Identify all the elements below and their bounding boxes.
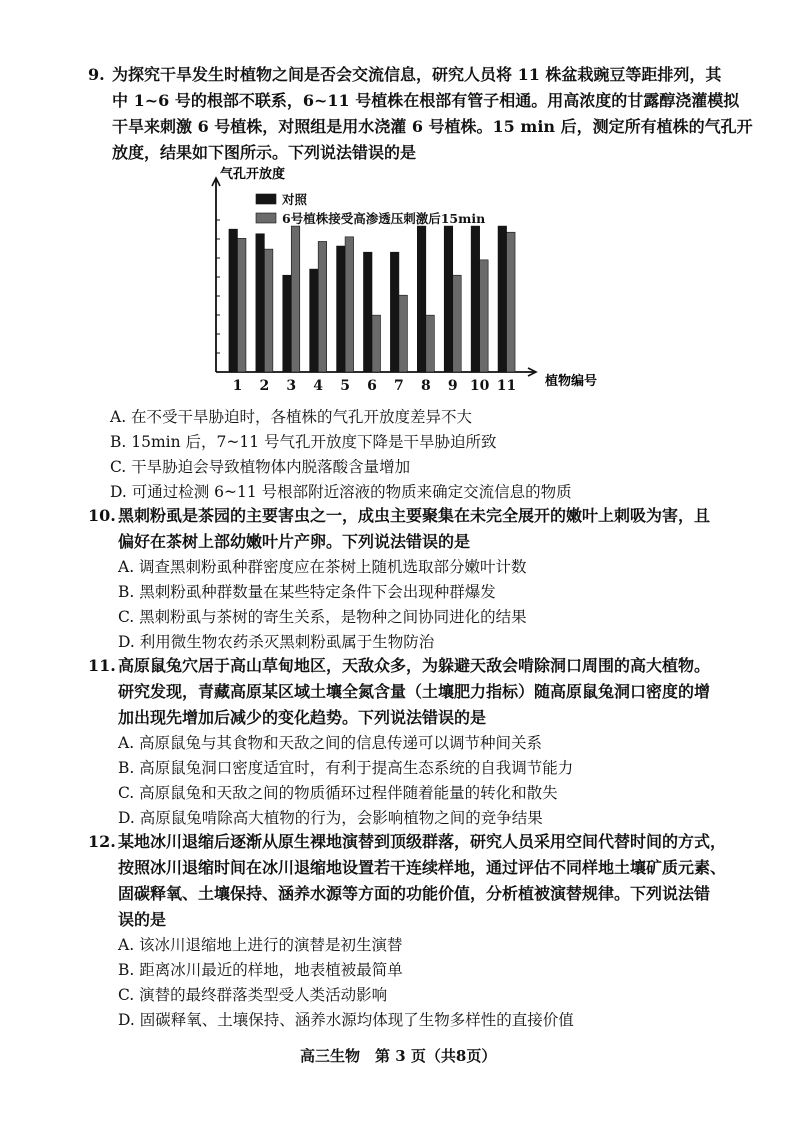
question-text-line: 黑刺粉虱是茶园的主要害虫之一，成虫主要聚集在未完全展开的嫩叶上刺吸为害，且 [118, 506, 711, 525]
legend-swatch [256, 194, 276, 204]
x-tick-label: 11 [496, 378, 517, 394]
bar-control [310, 269, 319, 372]
option-d: D. 利用微生物农药杀灭黑刺粉虱属于生物防治 [118, 633, 435, 651]
question-number: 12. [88, 832, 116, 851]
option-b: B. 距离冰川最近的样地，地表植被最简单 [118, 961, 403, 979]
bar-treatment [345, 237, 354, 372]
bar-control [390, 252, 399, 372]
bar-treatment [399, 295, 408, 372]
x-tick-label: 2 [259, 378, 270, 394]
bar-treatment [237, 238, 246, 372]
option-c: C. 高原鼠兔和天敌之间的物质循环过程伴随着能量的转化和散失 [118, 784, 558, 802]
bar-treatment [291, 226, 300, 372]
bar-control [498, 226, 507, 372]
question-text-line: 偏好在茶树上部幼嫩叶片产卵。下列说法错误的是 [118, 532, 471, 551]
option-c: C. 演替的最终群落类型受人类活动影响 [118, 986, 388, 1004]
question-text-line: 误的是 [118, 910, 167, 929]
bar-control [337, 246, 346, 372]
question-text-line: 放度，结果如下图所示。下列说法错误的是 [112, 143, 417, 162]
bar-treatment [426, 315, 435, 372]
bar-control [283, 275, 292, 372]
option-a: A. 在不受干旱胁迫时，各植株的气孔开放度差异不大 [110, 408, 473, 426]
x-tick-label: 3 [286, 378, 297, 394]
option-b: B. 高原鼠兔洞口密度适宜时，有利于提高生态系统的自我调节能力 [118, 759, 574, 777]
bar-treatment [264, 249, 273, 372]
legend-label: 6号植株接受高渗透压刺激后15min [282, 211, 486, 226]
option-b: B. 黑刺粉虱种群数量在某些特定条件下会出现种群爆发 [118, 583, 496, 601]
bar-control [364, 252, 373, 372]
option-c: C. 黑刺粉虱与茶树的寄生关系，是物种之间协同进化的结果 [118, 608, 527, 626]
option-c: C. 干旱胁迫会导致植物体内脱落酸含量增加 [110, 458, 411, 476]
legend-swatch [256, 213, 276, 223]
bar-control [229, 229, 238, 372]
question-text-line: 加出现先增加后减少的变化趋势。下列说法错误的是 [118, 708, 487, 727]
option-d: D. 高原鼠兔啃除高大植物的行为，会影响植物之间的竞争结果 [118, 809, 543, 827]
bar-control [471, 226, 480, 372]
question-number: 9. [88, 65, 105, 84]
question-text-line: 固碳释氧、土壤保持、涵养水源等方面的功能价值，分析植被演替规律。下列说法错 [118, 884, 711, 903]
option-a: A. 调查黑刺粉虱种群密度应在茶树上随机选取部分嫩叶计数 [118, 558, 527, 576]
x-tick-label: 7 [394, 378, 404, 394]
legend-label: 对照 [282, 192, 308, 207]
stomatal-opening-bar-chart [190, 160, 650, 400]
option-d: D. 可通过检测 6~11 号根部附近溶液的物质来确定交流信息的物质 [110, 483, 572, 501]
question-text-line: 研究发现，青藏高原某区域土壤全氮含量（土壤肥力指标）随高原鼠兔洞口密度的增 [118, 682, 711, 701]
x-tick-label: 6 [367, 378, 377, 394]
x-tick-label: 5 [340, 378, 350, 394]
bar-treatment [318, 241, 327, 372]
option-d: D. 固碳释氧、土壤保持、涵养水源均体现了生物多样性的直接价值 [118, 1011, 574, 1029]
question-text-line: 按照冰川退缩时间在冰川退缩地设置若干连续样地，通过评估不同样地土壤矿质元素、 [118, 858, 727, 877]
bar-treatment [480, 260, 489, 372]
question-text-line: 为探究干旱发生时植物之间是否会交流信息，研究人员将 11 株盆栽豌豆等距排列，其 [112, 65, 722, 84]
question-number: 10. [88, 506, 116, 525]
x-tick-label: 9 [447, 378, 458, 394]
bar-control [444, 226, 453, 372]
question-text-line: 干旱来刺激 6 号植株，对照组是用水浇灌 6 号植株。15 min 后，测定所有植株的气孔开 [112, 117, 753, 136]
y-axis-label: 气孔开放度 [220, 167, 286, 182]
question-text-line: 某地冰川退缩后逐渐从原生裸地演替到顶级群落，研究人员采用空间代替时间的方式， [118, 832, 727, 851]
bar-treatment [453, 275, 462, 372]
x-tick-label: 1 [232, 378, 243, 394]
x-axis-label: 植物编号 [545, 374, 598, 389]
x-tick-label: 4 [313, 378, 324, 394]
x-tick-label: 10 [469, 378, 490, 394]
page-footer: 高三生物 第 3 页（共8页） [300, 1047, 497, 1065]
x-tick-label: 8 [420, 378, 431, 394]
bar-control [417, 226, 426, 372]
bar-control [256, 234, 265, 372]
question-text-line: 中 1~6 号的根部不联系，6~11 号植株在根部有管子相通。用高浓度的甘露醇浇灌模拟 [112, 91, 740, 110]
bar-treatment [372, 315, 381, 372]
bar-treatment [507, 232, 515, 372]
question-text-line: 高原鼠兔穴居于高山草甸地区，天敌众多，为躲避天敌会啃除洞口周围的高大植物。 [118, 656, 711, 675]
option-a: A. 高原鼠兔与其食物和天敌之间的信息传递可以调节种间关系 [118, 734, 543, 752]
question-number: 11. [88, 656, 116, 675]
option-b: B. 15min 后，7~11 号气孔开放度下降是干旱胁迫所致 [110, 433, 497, 451]
option-a: A. 该冰川退缩地上进行的演替是初生演替 [118, 936, 403, 954]
